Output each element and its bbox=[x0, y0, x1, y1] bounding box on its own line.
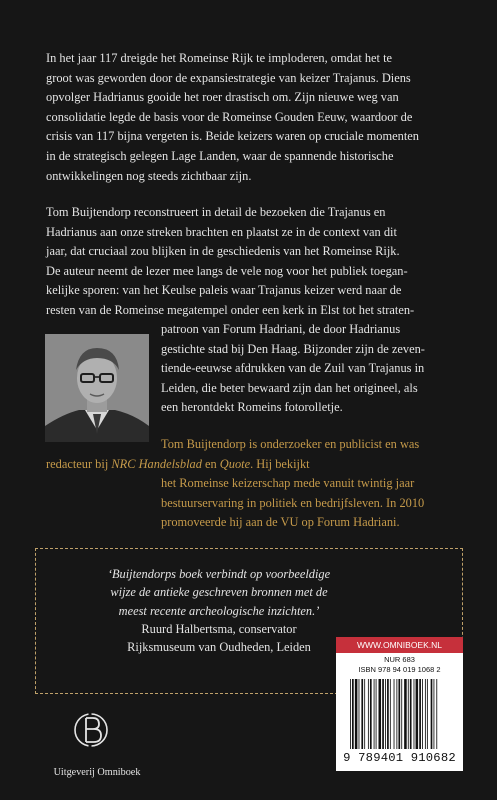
text-line: Tom Buijtendorp reconstrueert in detail de bezoeken die Trajanus en bbox=[46, 205, 386, 219]
text-line: ontwikkelingen nog steeds zichtbaar zijn. bbox=[46, 168, 252, 183]
review-quote bbox=[64, 565, 374, 620]
publisher-name: Uitgeverij Omniboek bbox=[53, 767, 141, 778]
quote-line: ‘Buijtendorps boek verbindt op voorbeeldige bbox=[107, 567, 331, 581]
quote-line: wijze de antieke geschreven bronnen met de bbox=[110, 585, 328, 600]
text-line: consolidatie legde de basis voor de Romeinse Gouden Eeuw, waardoor de bbox=[46, 109, 413, 124]
text-line: De auteur neemt de lezer mee langs de vele nog voor het publiek toegan- bbox=[46, 263, 408, 278]
barcode-card bbox=[336, 637, 463, 771]
text-line: jaar, dat cruciaal zou blijken in de geschiedenis van het Romeinse Rijk. bbox=[46, 244, 400, 259]
text-line: het Romeinse keizerschap mede vanuit twintig jaar bbox=[161, 476, 415, 491]
publisher-url: WWW.OMNIBOEK.NL bbox=[336, 637, 463, 653]
text-line: opvolger Hadrianus gooide het roer drastisch om. Zijn nieuwe weg van bbox=[46, 90, 399, 105]
author-photo bbox=[45, 334, 149, 442]
quote-attribution bbox=[64, 620, 374, 657]
attribution-line: Rijksmuseum van Oudheden, Leiden bbox=[127, 640, 311, 655]
text-fragment: en bbox=[201, 456, 220, 471]
author-bio bbox=[46, 435, 464, 533]
text-fragment: redacteur bij bbox=[46, 456, 112, 471]
text-line: Tom Buijtendorp is onderzoeker en publicist en was bbox=[161, 437, 420, 451]
author-portrait-image bbox=[45, 334, 149, 442]
attribution-line: Ruurd Halbertsma, conservator bbox=[141, 622, 297, 636]
quote-line: meest recente archeologische inzichten.’ bbox=[118, 603, 320, 618]
text-line: Leiden, die beter bewaard zijn dan het origineel, als bbox=[161, 380, 418, 395]
isbn-number: ISBN 978 94 019 1068 2 bbox=[358, 665, 441, 674]
text-line: een herontdekt Romeins fotorolletje. bbox=[161, 400, 343, 415]
text-line bbox=[46, 455, 464, 475]
nur-code: NUR 683 bbox=[384, 655, 415, 664]
barcode-digits: 9 789401 910682 bbox=[343, 751, 456, 765]
text-line: gestichte stad bij Den Haag. Bijzonder zijn de zeven- bbox=[161, 341, 425, 356]
text-line: In het jaar 117 dreigde het Romeinse Rijk te imploderen, omdat het te bbox=[46, 51, 393, 65]
publication-name: NRC Handelsblad bbox=[111, 456, 202, 471]
text-line: promoveerde hij aan de VU op Forum Hadriani. bbox=[161, 515, 400, 530]
text-line: crisis van 117 bijna vergeten is. Beide keizers waren op cruciale momenten bbox=[46, 129, 419, 144]
text-line: Hadrianus aan onze streken brachten en plaatst ze in de context van dit bbox=[46, 224, 397, 239]
body-paragraph bbox=[46, 203, 464, 321]
text-line: kelijke sporen: van het Keulse paleis waar Trajanus keizer werd naar de bbox=[46, 283, 402, 298]
text-line: in de strategisch gelegen Lage Landen, waar de spannende historische bbox=[46, 148, 394, 163]
text-line: resten van de Romeinse megatempel onder een kerk in Elst tot het straten- bbox=[46, 302, 415, 317]
intro-paragraph bbox=[46, 49, 464, 186]
text-fragment: . Hij bekijkt bbox=[250, 456, 310, 471]
barcode-image bbox=[348, 679, 456, 753]
publication-name: Quote bbox=[219, 456, 251, 471]
text-line: tiende-eeuwse afdrukken van de Zuil van Trajanus in bbox=[161, 361, 425, 376]
text-line: groot was geworden door de expansiestrategie van keizer Trajanus. Diens bbox=[46, 70, 411, 85]
text-line: bestuurservaring in politiek en bedrijfsleven. In 2010 bbox=[161, 495, 425, 510]
text-line: patroon van Forum Hadriani, de door Hadrianus bbox=[161, 322, 401, 336]
omniboek-logo-icon bbox=[71, 708, 111, 760]
